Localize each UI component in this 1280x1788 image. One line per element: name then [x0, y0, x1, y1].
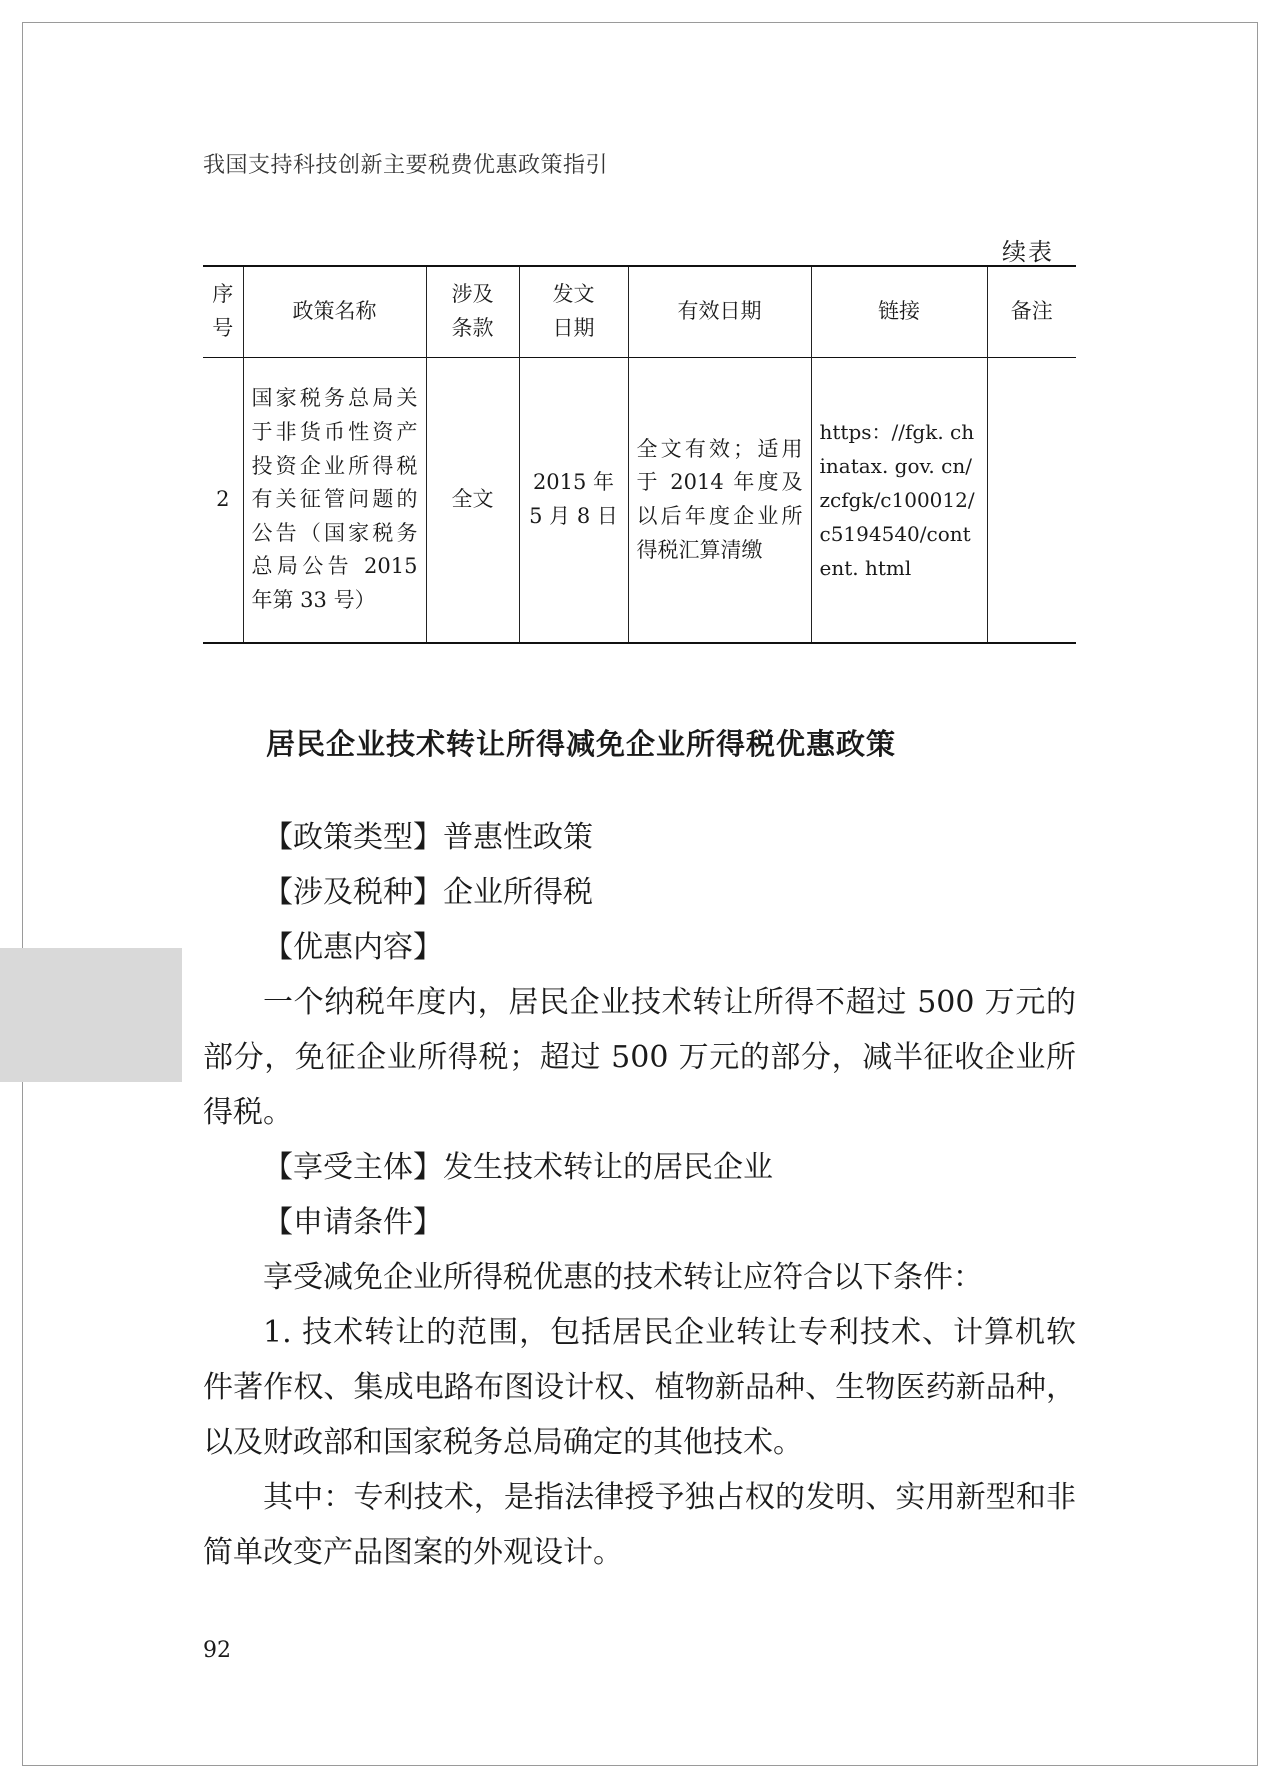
running-header: 我国支持科技创新主要税费优惠政策指引 [203, 153, 609, 178]
row-clause: 全文 [426, 358, 519, 644]
header-note: 备注 [987, 266, 1076, 358]
subject-value: 发生技术转让的居民企业 [443, 1150, 773, 1185]
row-effective-date: 全文有效；适用于 2014 年度及以后年度企业所得税汇算清缴 [628, 358, 811, 644]
row-no: 2 [216, 487, 230, 512]
content-label: 【优惠内容】 [263, 930, 443, 965]
tax-type-value: 企业所得税 [443, 875, 593, 910]
subject-line [203, 1140, 1076, 1195]
conditions-label: 【申请条件】 [263, 1205, 443, 1240]
row-issue-date: 2015 年 5 月 8 日 [519, 358, 628, 644]
policy-body [203, 810, 1076, 1580]
conditions-intro: 享受减免企业所得税优惠的技术转让应符合以下条件： [263, 1260, 983, 1295]
header-effective-date: 有效日期 [628, 266, 811, 358]
header-no: 序号 [212, 282, 234, 340]
condition-1-note: 其中：专利技术，是指法律授予独占权的发明、实用新型和非简单改变产品图案的外观设计。 [203, 1480, 1076, 1570]
header-link: 链接 [811, 266, 987, 358]
subject-label: 【享受主体】 [263, 1150, 443, 1185]
condition-1: 1. 技术转让的范围，包括居民企业转让专利技术、计算机软件著作权、集成电路布图设计权、植物新品种、生物医药新品种，以及财政部和国家税务总局确定的其他技术。 [203, 1315, 1076, 1460]
policy-type-label: 【政策类型】 [263, 820, 443, 855]
table-header-row [203, 266, 1076, 358]
row-policy-name: 国家税务总局关于非货币性资产投资企业所得税有关征管问题的公告（国家税务总局公告 2015 年第 33 号） [243, 358, 426, 644]
header-clause: 涉及条款 [426, 266, 519, 358]
row-link[interactable]: https：//fgk. chinatax. gov. cn/ zcfgk/c100012/ c5194540/content. html [811, 358, 987, 644]
content-text: 一个纳税年度内，居民企业技术转让所得不超过 500 万元的部分，免征企业所得税；超过 500 万元的部分，减半征收企业所得税。 [203, 985, 1076, 1130]
policy-type-line [203, 810, 1076, 865]
row-note [987, 358, 1076, 644]
tax-type-label: 【涉及税种】 [263, 875, 443, 910]
policy-table [203, 265, 1076, 644]
table-row [203, 358, 1076, 644]
tax-type-line [203, 865, 1076, 920]
policy-type-value: 普惠性政策 [443, 820, 593, 855]
side-tab [0, 948, 182, 1082]
header-issue-date: 发文日期 [519, 266, 628, 358]
table-continued-label: 续表 [1002, 238, 1054, 266]
page-number: 92 [203, 1638, 231, 1663]
header-name: 政策名称 [243, 266, 426, 358]
section-title: 居民企业技术转让所得减免企业所得税优惠政策 [266, 727, 897, 761]
